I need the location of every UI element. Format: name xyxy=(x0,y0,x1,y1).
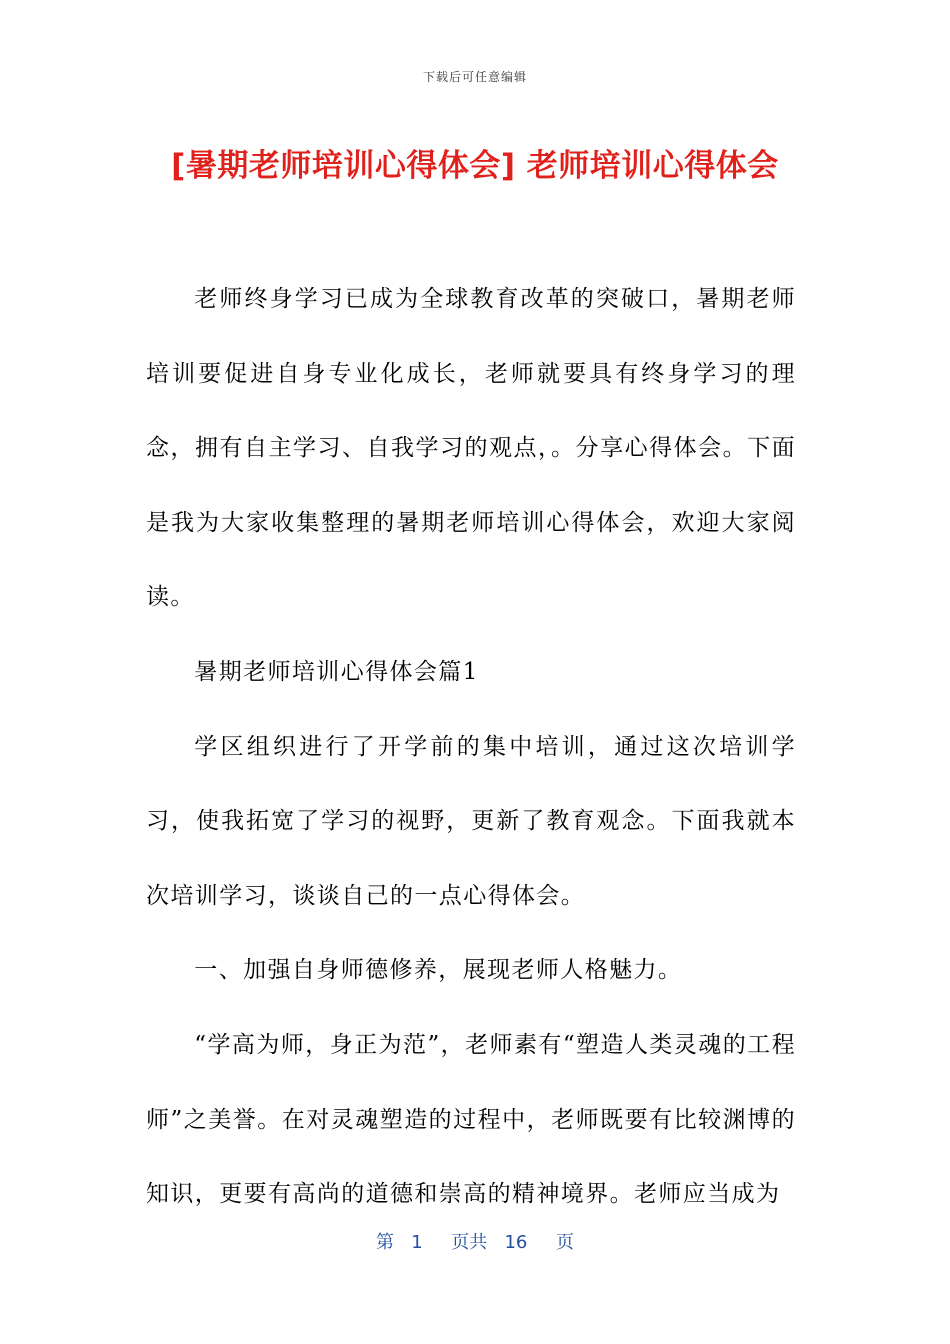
document-title: [暑期老师培训心得体会] 老师培训心得体会 xyxy=(171,148,779,184)
footer-middle: 页共 xyxy=(451,1232,488,1253)
footer-prefix: 第 xyxy=(376,1232,395,1253)
total-pages-number: 16 xyxy=(504,1232,528,1253)
paragraph-intro: 老师终身学习已成为全球教育改革的突破口，暑期老师培训要促进自身专业化成长，老师就要具有终身学习的理念，拥有自主学习、自我学习的观点，。分享心得体会。下面是我为大家收集整理的暑期老师培训心得体会，欢迎大家阅读。 xyxy=(146,286,796,611)
paragraph: 学区组织进行了开学前的集中培训，通过这次培训学习，使我拓宽了学习的视野，更新了教育观念。下面我就本次培训学习，谈谈自己的一点心得体会。 xyxy=(146,733,796,909)
paragraph: “学高为师，身正为范”，老师素有“塑造人类灵魂的工程师”之美誉。在对灵魂塑造的过程中，老师既要有比较渊博的知识，更要有高尚的道德和崇高的精神境界。老师应当成为 xyxy=(146,1031,796,1208)
subsection-heading: 一、加强自身师德修养，展现老师人格魅力。 xyxy=(194,957,683,984)
header-note: 下载后可任意编辑 xyxy=(422,70,527,84)
footer-suffix: 页 xyxy=(555,1232,574,1253)
document-body xyxy=(146,262,796,1232)
section-heading: 暑期老师培训心得体会篇1 xyxy=(194,658,479,685)
current-page-number: 1 xyxy=(411,1232,423,1253)
page-footer xyxy=(0,1228,950,1254)
